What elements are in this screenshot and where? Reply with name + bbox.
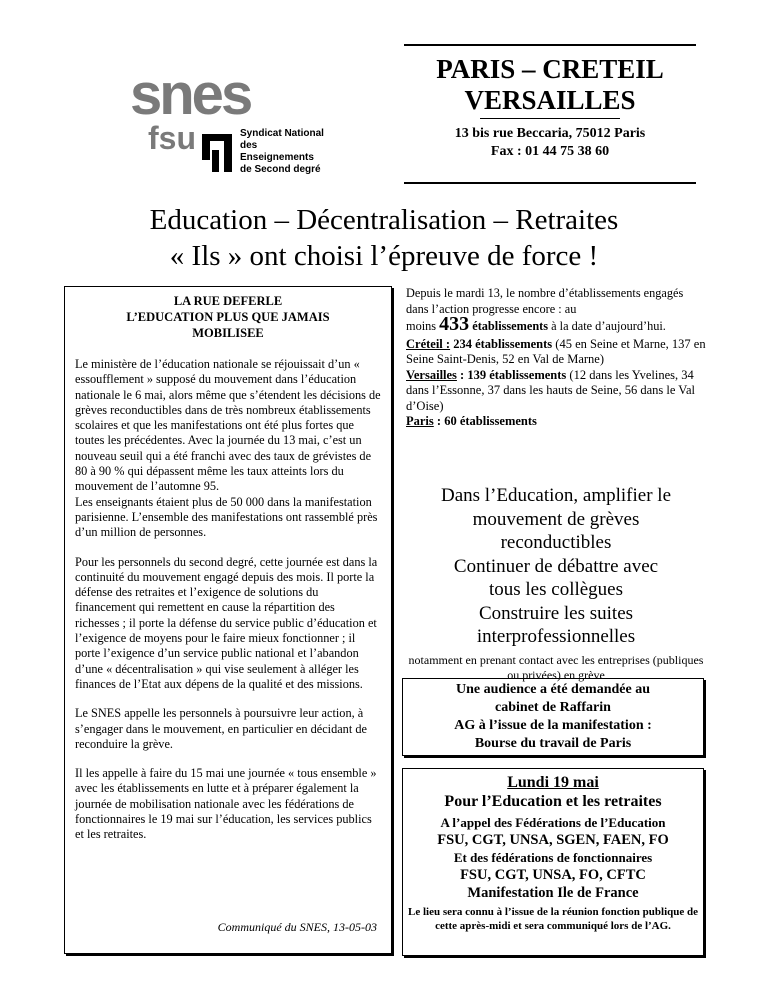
demo-manifestation: Manifestation Ile de France bbox=[467, 885, 639, 901]
snes-fsu-logo bbox=[124, 62, 324, 182]
communique-paragraph: Le SNES appelle les personnels à poursuivre leur action, à s’engager dans le mouvement, en particulier en décidant de reconduire la grève. bbox=[75, 706, 367, 751]
main-title bbox=[0, 202, 768, 274]
stats-intro-text: Depuis le mardi 13, le nombre d’établissements engagés dans l’action progresse encore : au bbox=[406, 286, 684, 316]
main-title-line: « Ils » ont choisi l’épreuve de force ! bbox=[169, 240, 599, 272]
demo-subtitle: Pour l’Education et les retraites bbox=[444, 793, 662, 810]
callout-line: reconductibles bbox=[500, 532, 612, 553]
paragraph-text: Les enseignants étaient plus de 50 000 dans la manifestation parisienne. L’ensemble des manifestations ont rassemblé près d’un million de personnes. bbox=[75, 494, 378, 540]
demo-appel: A l’appel des Fédérations de l’Education bbox=[440, 815, 666, 830]
stats-versailles-detail: (12 dans les Yvelines, 34 dans l’Essonne, 37 dans les hauts de Seine, 56 dans le Val d’Oise) bbox=[406, 367, 695, 413]
callout-line: Continuer de débattre avec bbox=[453, 555, 659, 577]
demo-federations-fonctionnaires: FSU, CGT, UNSA, FO, CFTC bbox=[460, 867, 646, 883]
stats-creteil bbox=[406, 337, 706, 368]
communique-signature: Communiqué du SNES, 13-05-03 bbox=[217, 919, 377, 934]
audience-line: AG à l’issue de la manifestation : bbox=[454, 718, 652, 733]
communique-heading bbox=[75, 293, 381, 341]
main-title-line: Education – Décentralisation – Retraites bbox=[149, 204, 619, 236]
logo-tagline-line: des Enseignements bbox=[240, 140, 314, 163]
communique-paragraph: Pour les personnels du second degré, cette journée est dans la continuité du mouvement engagé depuis des mois. Il porte la défense des retraites et l’exigence de solutions du financement qui remettent en cause la répartition des richesses ; il porte la défense du service public d’éducation et l’exigence de moyens pour le faire mieux fonctionner ; il porte l’exigence d’un service public national et l’abandon d’une « décentralisation » qui vise seulement à alléger les finances de l’Etat aux dépens de la qualité et des missions. bbox=[75, 554, 378, 691]
audience-box bbox=[402, 678, 704, 756]
heading-line: L’EDUCATION PLUS QUE JAMAIS bbox=[126, 310, 330, 324]
stats-versailles-label: Versailles bbox=[406, 367, 457, 382]
stats-intro bbox=[406, 286, 706, 335]
demo-note: Le lieu sera connu à l’issue de la réunion fonction publique de cette après-midi et sera communiqué lors de l’AG. bbox=[407, 906, 698, 932]
stats-count: 433 bbox=[439, 313, 470, 335]
header-fax: Fax : 01 44 75 38 60 bbox=[490, 144, 610, 159]
demo-date: Lundi 19 mai bbox=[507, 774, 599, 791]
header-title bbox=[404, 54, 696, 116]
paragraph-text: Le ministère de l’éducation nationale se réjouissait d’un « essoufflement » supposé du mouvement dans l’éducation nationale le 6 mai, alors même que s’étendent les décisions de grèves reconductibles dans de très nombreux établissements scolaires et que les manifestations ont été plus fortes que toutes les précédentes. Avec la journée du 13 mai, c’est un nouveau seuil qui a été franchi avec des taux de grévistes de 80 à 90 % qui dépassent même les taux atteints lors du mouvement de l’automne 95. bbox=[75, 357, 381, 494]
logo-mark-icon bbox=[202, 128, 236, 172]
logo-tagline bbox=[240, 128, 330, 176]
stats-paris-label: Paris bbox=[406, 414, 434, 428]
audience-line: Bourse du travail de Paris bbox=[474, 736, 632, 751]
stats-paris-count: : 60 établissements bbox=[436, 414, 537, 428]
stats-detail bbox=[406, 337, 706, 430]
stats-versailles-count: : 139 établissements bbox=[460, 367, 567, 382]
logo-tagline-line: de Second degré bbox=[240, 164, 321, 175]
stats-creteil-detail: (45 en Seine et Marne, 137 en Seine Saint-Denis, 52 en Val de Marne) bbox=[406, 336, 706, 366]
callout-note: notamment en prenant contact avec les entreprises (publiques ou privées) en grève bbox=[408, 652, 704, 682]
callout-line: tous les collègues bbox=[488, 579, 624, 600]
callout-line: mouvement de grèves bbox=[472, 508, 640, 530]
demo-appel-fonctionnaires: Et des fédérations de fonctionnaires bbox=[453, 850, 653, 865]
section-header bbox=[404, 44, 696, 184]
audience-line: Une audience a été demandée au bbox=[455, 682, 651, 697]
action-callout bbox=[406, 484, 706, 683]
stats-count-tail: à la date d’aujourd’hui. bbox=[551, 319, 666, 333]
communique-paragraph: Il les appelle à faire du 15 mai une journée « tous ensemble » avec les établissements en lutte et à préparer également la journée de mobilisation nationale avec les fédérations de fonctionnaires le 19 mai sur l’éducation, les services publics et les retraites. bbox=[75, 766, 377, 842]
audience-line: cabinet de Raffarin bbox=[495, 700, 611, 715]
header-title-line: PARIS – CRETEIL bbox=[436, 54, 664, 84]
stats-versailles bbox=[406, 368, 706, 415]
demo-federations: FSU, CGT, UNSA, SGEN, FAEN, FO bbox=[437, 832, 669, 848]
stats-paris bbox=[406, 414, 706, 430]
header-address: 13 bis rue Beccaria, 75012 Paris bbox=[454, 126, 646, 141]
heading-line: LA RUE DEFERLE bbox=[173, 294, 283, 308]
strike-stats bbox=[406, 286, 706, 430]
logo-snes-word: snes bbox=[130, 62, 251, 127]
logo-fsu-word: fsu bbox=[148, 120, 196, 156]
demonstration-box bbox=[402, 768, 704, 956]
stats-creteil-label: Créteil : bbox=[406, 336, 451, 351]
header-title-line: VERSAILLES bbox=[464, 85, 636, 115]
callout-line: Dans l’Education, amplifier le bbox=[440, 485, 672, 506]
communique-box bbox=[64, 286, 392, 954]
header-divider bbox=[480, 118, 620, 119]
callout-line: interprofessionnelles bbox=[476, 626, 636, 647]
stats-count-label: établissements bbox=[472, 319, 549, 333]
stats-creteil-count: 234 établissements bbox=[453, 336, 553, 351]
communique-paragraph bbox=[75, 357, 381, 541]
heading-line: MOBILISEE bbox=[192, 326, 264, 340]
callout-line: Construire les suites bbox=[478, 602, 634, 624]
stats-moins: moins bbox=[406, 319, 437, 333]
logo-tagline-line: Syndicat National bbox=[240, 128, 324, 139]
